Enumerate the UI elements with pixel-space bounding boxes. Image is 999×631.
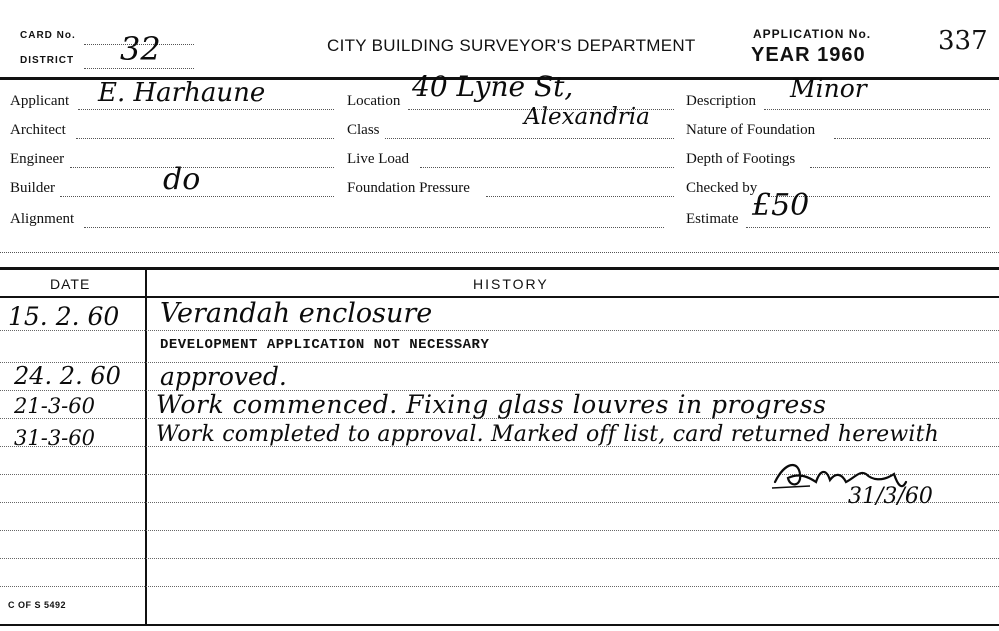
foundation-pressure-label: Foundation Pressure xyxy=(347,180,470,196)
alignment-line xyxy=(84,227,664,228)
applicant-label: Applicant xyxy=(10,93,70,109)
builder-value: do xyxy=(163,162,201,197)
year-label: YEAR 1960 xyxy=(751,44,866,66)
description-value: Minor xyxy=(790,74,867,103)
architect-label: Architect xyxy=(10,122,66,138)
class-line xyxy=(385,138,674,139)
signature-date: 31/3/60 xyxy=(848,484,933,509)
history-row-line xyxy=(0,558,999,559)
application-no-value: 337 xyxy=(938,26,988,56)
checked-by-label: Checked by xyxy=(686,180,758,196)
estimate-value: £50 xyxy=(752,188,810,223)
history-date: 24. 2. 60 xyxy=(14,362,121,390)
foundation-pressure-line xyxy=(486,196,674,197)
history-column-header: HISTORY xyxy=(473,276,549,292)
bottom-rule xyxy=(0,624,999,626)
location-suburb: Alexandria xyxy=(524,104,650,130)
class-label: Class xyxy=(347,122,380,138)
engineer-line xyxy=(70,167,334,168)
nature-of-foundation-line xyxy=(834,138,990,139)
stamp-text: DEVELOPMENT APPLICATION NOT NECESSARY xyxy=(160,337,490,353)
engineer-label: Engineer xyxy=(10,151,65,167)
district-value: 32 xyxy=(120,30,161,68)
department-title: CITY BUILDING SURVEYOR'S DEPARTMENT xyxy=(327,36,696,55)
history-row-line xyxy=(0,362,999,363)
depth-of-footings-label: Depth of Footings xyxy=(686,151,796,167)
live-load-label: Live Load xyxy=(347,151,410,167)
history-text: Verandah enclosure xyxy=(160,298,433,329)
location-value: 40 Lyne St, xyxy=(412,70,574,103)
history-row-line xyxy=(0,530,999,531)
history-date: 21-3-60 xyxy=(14,394,95,418)
builder-label: Builder xyxy=(10,180,55,196)
history-row-line xyxy=(0,330,999,331)
applicant-line xyxy=(78,109,334,110)
history-date: 31-3-60 xyxy=(14,426,95,450)
history-header-rule xyxy=(0,296,999,298)
application-no-label: APPLICATION No. xyxy=(753,27,872,41)
fields-bottom-dotted xyxy=(0,252,999,253)
district-label: DISTRICT xyxy=(20,55,75,66)
form-code: C OF S 5492 xyxy=(8,600,67,610)
architect-line xyxy=(76,138,334,139)
history-text: approved. xyxy=(160,362,287,391)
description-line xyxy=(764,109,990,110)
description-label: Description xyxy=(686,93,756,109)
district-line xyxy=(84,68,194,69)
depth-of-footings-line xyxy=(810,167,990,168)
date-column-header: DATE xyxy=(50,276,91,292)
estimate-line xyxy=(746,227,990,228)
estimate-label: Estimate xyxy=(686,211,739,227)
history-text: Work completed to approval. Marked off list, card returned herewith xyxy=(156,422,940,447)
history-text: Work commenced. Fixing glass louvres in progress xyxy=(156,390,827,419)
alignment-label: Alignment xyxy=(10,211,75,227)
history-row-line xyxy=(0,586,999,587)
applicant-value: E. Harhaune xyxy=(98,78,266,108)
live-load-line xyxy=(420,167,674,168)
card-no-label: CARD No. xyxy=(20,30,76,41)
history-date: 15. 2. 60 xyxy=(8,302,120,331)
history-top-rule xyxy=(0,267,999,270)
nature-of-foundation-label: Nature of Foundation xyxy=(686,122,816,138)
location-label: Location xyxy=(347,93,401,109)
